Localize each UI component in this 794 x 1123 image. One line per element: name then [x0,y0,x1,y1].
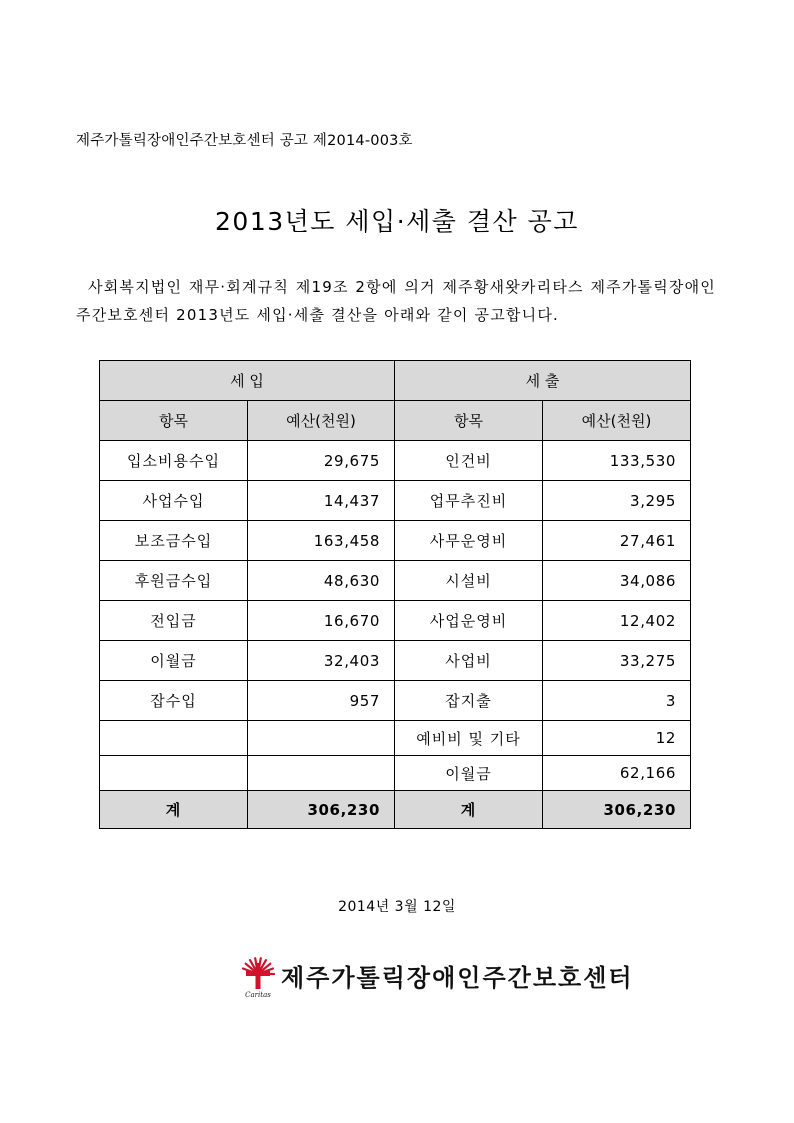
income-item-cell [100,756,248,791]
organization-name: 제주가톨릭장애인주간보호센터 [281,963,634,992]
caritas-logo-icon [241,956,275,998]
expense-item-cell: 사업비 [395,641,543,681]
expense-item-cell: 인건비 [395,441,543,481]
notice-number: 제주가톨릭장애인주간보호센터 공고 제2014-003호 [76,133,413,149]
income-item-cell: 이월금 [100,641,248,681]
table-row [100,681,691,721]
income-item-cell: 보조금수입 [100,521,248,561]
expense-amount-cell: 33,275 [543,641,691,681]
notice-date: 2014년 3월 12일 [338,899,456,915]
expense-item-cell: 사무운영비 [395,521,543,561]
budget-table [99,360,691,829]
table-column-header-row [100,401,691,441]
table-section-header-row [100,361,691,401]
table-row [100,441,691,481]
table-row [100,561,691,601]
expense-amount-cell: 12,402 [543,601,691,641]
total-row [100,791,691,829]
income-item-cell: 입소비용수입 [100,441,248,481]
document-title: 2013년도 세입·세출 결산 공고 [215,207,579,236]
income-amount-cell: 957 [248,681,395,721]
expense-item-cell: 잡지출 [395,681,543,721]
table-row [100,721,691,756]
expense-budget-column-header: 예산(천원) [543,401,691,441]
table-row [100,481,691,521]
income-total-label: 계 [100,791,248,829]
intro-paragraph: 사회복지법인 재무·회계규칙 제19조 2항에 의거 제주황새왓카리타스 제주가톨릭장애인주간보호센터 2013년도 세입·세출 결산을 아래와 같이 공고합니다. [76,278,716,324]
income-amount-cell [248,756,395,791]
expense-amount-cell: 12 [543,721,691,756]
expense-item-column-header: 항목 [395,401,543,441]
expense-item-cell: 시설비 [395,561,543,601]
caritas-caption: Caritas [245,991,271,998]
income-budget-column-header: 예산(천원) [248,401,395,441]
income-total-amount: 306,230 [248,791,395,829]
income-amount-cell: 48,630 [248,561,395,601]
income-item-cell [100,721,248,756]
expense-item-cell: 예비비 및 기타 [395,721,543,756]
income-item-cell: 사업수입 [100,481,248,521]
income-item-cell: 전입금 [100,601,248,641]
table-row [100,756,691,791]
income-item-cell: 후원금수입 [100,561,248,601]
table-row [100,521,691,561]
expense-amount-cell: 3 [543,681,691,721]
income-amount-cell: 163,458 [248,521,395,561]
income-amount-cell: 29,675 [248,441,395,481]
organization-seal [237,952,634,1000]
expense-total-label: 계 [395,791,543,829]
expense-amount-cell: 3,295 [543,481,691,521]
expense-amount-cell: 27,461 [543,521,691,561]
expense-amount-cell: 34,086 [543,561,691,601]
expense-item-cell: 이월금 [395,756,543,791]
income-item-cell: 잡수입 [100,681,248,721]
income-amount-cell: 16,670 [248,601,395,641]
expense-item-cell: 업무추진비 [395,481,543,521]
income-amount-cell: 14,437 [248,481,395,521]
income-amount-cell: 32,403 [248,641,395,681]
table-row [100,641,691,681]
income-item-column-header: 항목 [100,401,248,441]
income-section-header: 세 입 [100,361,395,401]
expense-amount-cell: 133,530 [543,441,691,481]
expense-section-header: 세 출 [395,361,691,401]
income-amount-cell [248,721,395,756]
expense-total-amount: 306,230 [543,791,691,829]
expense-item-cell: 사업운영비 [395,601,543,641]
table-row [100,601,691,641]
expense-amount-cell: 62,166 [543,756,691,791]
